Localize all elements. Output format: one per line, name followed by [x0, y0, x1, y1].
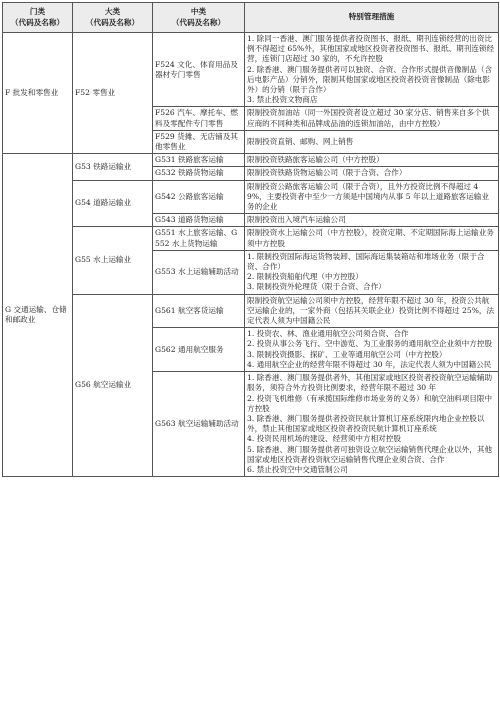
measures-g542: 限制投资公路旅客运输公司（限于合资），且外方投资比例不得超过 49%，主要投资者中至少一方须是中国境内从事 5 年以上道路旅客运输业务的企业: [245, 180, 499, 214]
header-category-title: 门类: [29, 7, 46, 17]
header-category: [3, 3, 73, 33]
measure-item: 1. 投资农、林、渔业通用航空公司须合资、合作: [247, 329, 409, 339]
header-medium-title: 中类: [190, 7, 207, 17]
measure-item: 6. 禁止投资空中交通管制公司: [247, 464, 348, 474]
medium-g562: G562 通用航空服务: [153, 328, 245, 372]
table-row: [3, 154, 499, 167]
special-management-table: [2, 2, 499, 477]
header-medium: [153, 3, 245, 33]
measures-g532: 限制投资铁路货物运输公司（限于合资、合作）: [245, 167, 499, 180]
medium-f524: F524 文化、体育用品及器材专门零售: [153, 33, 245, 107]
header-major-sub: （代码及名称）: [85, 17, 140, 27]
measure-item: 1. 除同一香港、澳门服务提供者投资图书、报纸、期刊连锁经营的出资比例不得超过 65%外，其他国家或地区投资者投资图书、报纸、期刊连锁经营，连锁门店超过 30 家的，不允许控股: [247, 34, 495, 64]
measure-item: 3. 禁止投资文物商店: [247, 95, 318, 105]
measure-item: 4. 通用航空企业的经营年限不得超过 30 年，法定代表人须为中国籍公民: [247, 359, 492, 369]
medium-g563: G563 航空运输辅助活动: [153, 372, 245, 477]
measures-g543: 限制投资出入境汽车运输公司: [245, 214, 499, 227]
header-major: [73, 3, 153, 33]
measures-g561: 限制投资航空运输公司须中方控股，经营年限不超过 30 年，投资公共航空运输企业的，一家外商（包括其关联企业）投资比例不得超过 25%，法定代表人须为中国籍公民: [245, 294, 499, 328]
table-header-row: [3, 3, 499, 33]
measure-item: 3. 限制投资摄影、探矿、工业等通用航空公司（中方控股）: [247, 349, 447, 359]
header-medium-sub: （代码及名称）: [171, 17, 226, 27]
measures-f524: [245, 33, 499, 107]
table-row: [3, 227, 499, 250]
measure-item: 2. 投资飞机维修（有承揽国际维修市场业务的义务）和航空油料项目限中方控股: [247, 393, 493, 413]
measure-item: 4. 投资民用机场的建设、经营须中方相对控股: [247, 434, 401, 444]
measures-g553: [245, 250, 499, 294]
measures-g551: 限制投资水上运输公司（中方控股），投资定期、不定期国际海上运输业务须中方控股: [245, 227, 499, 250]
table-row: [3, 33, 499, 107]
medium-f526: F526 汽车、摩托车、燃料及零配件专门零售: [153, 107, 245, 130]
measures-f526: 限制投资加油站（同一外国投资者设立超过 30 家分店、销售来自多个供应商的不同种类和品牌成品油的连锁加油站，由中方控股）: [245, 107, 499, 130]
category-f: F 批发和零售业: [3, 33, 73, 154]
measures-g563: [245, 372, 499, 477]
medium-g551: G551 水上旅客运输、G552 水上货物运输: [153, 227, 245, 250]
medium-f529: F529 货摊、无店铺及其他零售业: [153, 130, 245, 153]
measure-item: 1. 除香港、澳门服务提供者外，其他国家或地区投资者投资航空运输辅助服务，须符合外方投资比例要求，经营年限不超过 30 年: [247, 373, 493, 393]
table-row: [3, 180, 499, 214]
medium-g561: G561 航空客货运输: [153, 294, 245, 328]
measures-f529: 限制投资直销、邮购、网上销售: [245, 130, 499, 153]
measure-item: 2. 投资从事公务飞行、空中游览、为工业服务的通用航空企业须中方控股: [247, 339, 493, 349]
measure-item: 1. 限制投资国际海运货物装卸、国际海运集装箱站和堆场业务（限于合资、合作）: [247, 251, 485, 272]
medium-g531: G531 铁路旅客运输: [153, 154, 245, 167]
measure-item: 2. 限制投资船舶代理（中方控股）: [247, 272, 363, 282]
measures-g562: [245, 328, 499, 372]
header-measures: 特别管理措施: [245, 3, 499, 33]
measure-item: 3. 除香港、澳门服务提供者投资民航计算机订座系统限内地企业控股以外，禁止其他国家或地区投资者投资民航计算机订座系统: [247, 413, 485, 434]
major-f52: F52 零售业: [73, 33, 153, 154]
medium-g543: G543 道路货物运输: [153, 214, 245, 227]
header-major-title: 大类: [104, 7, 121, 17]
measure-item: 3. 限制投资外轮理货（限于合资、合作）: [247, 282, 386, 292]
major-g53: G53 铁路运输业: [73, 154, 153, 180]
measure-item: 5. 除香港、澳门服务提供者可独资设立航空运输销售代理企业以外，其他国家或地区投资者投资航空运输销售代理企业须合资、合作: [247, 444, 493, 464]
header-category-sub: （代码及名称）: [10, 17, 65, 27]
major-g55: G55 水上运输业: [73, 227, 153, 294]
medium-g542: G542 公路旅客运输: [153, 180, 245, 214]
medium-g532: G532 铁路货物运输: [153, 167, 245, 180]
measures-g531: 限制投资铁路旅客运输公司（中方控股）: [245, 154, 499, 167]
major-g54: G54 道路运输业: [73, 180, 153, 227]
medium-g553: G553 水上运输辅助活动: [153, 250, 245, 294]
table-row: [3, 294, 499, 328]
measure-item: 2. 除香港、澳门服务提供者可以独资、合资、合作形式提供音像制品（含后电影产品）分销外，限制其他国家或地区投资者投资音像制品（除电影外）的分销（限于合作）: [247, 64, 493, 95]
major-g56: G56 航空运输业: [73, 294, 153, 476]
category-g: G 交通运输、仓储和邮政业: [3, 154, 73, 477]
